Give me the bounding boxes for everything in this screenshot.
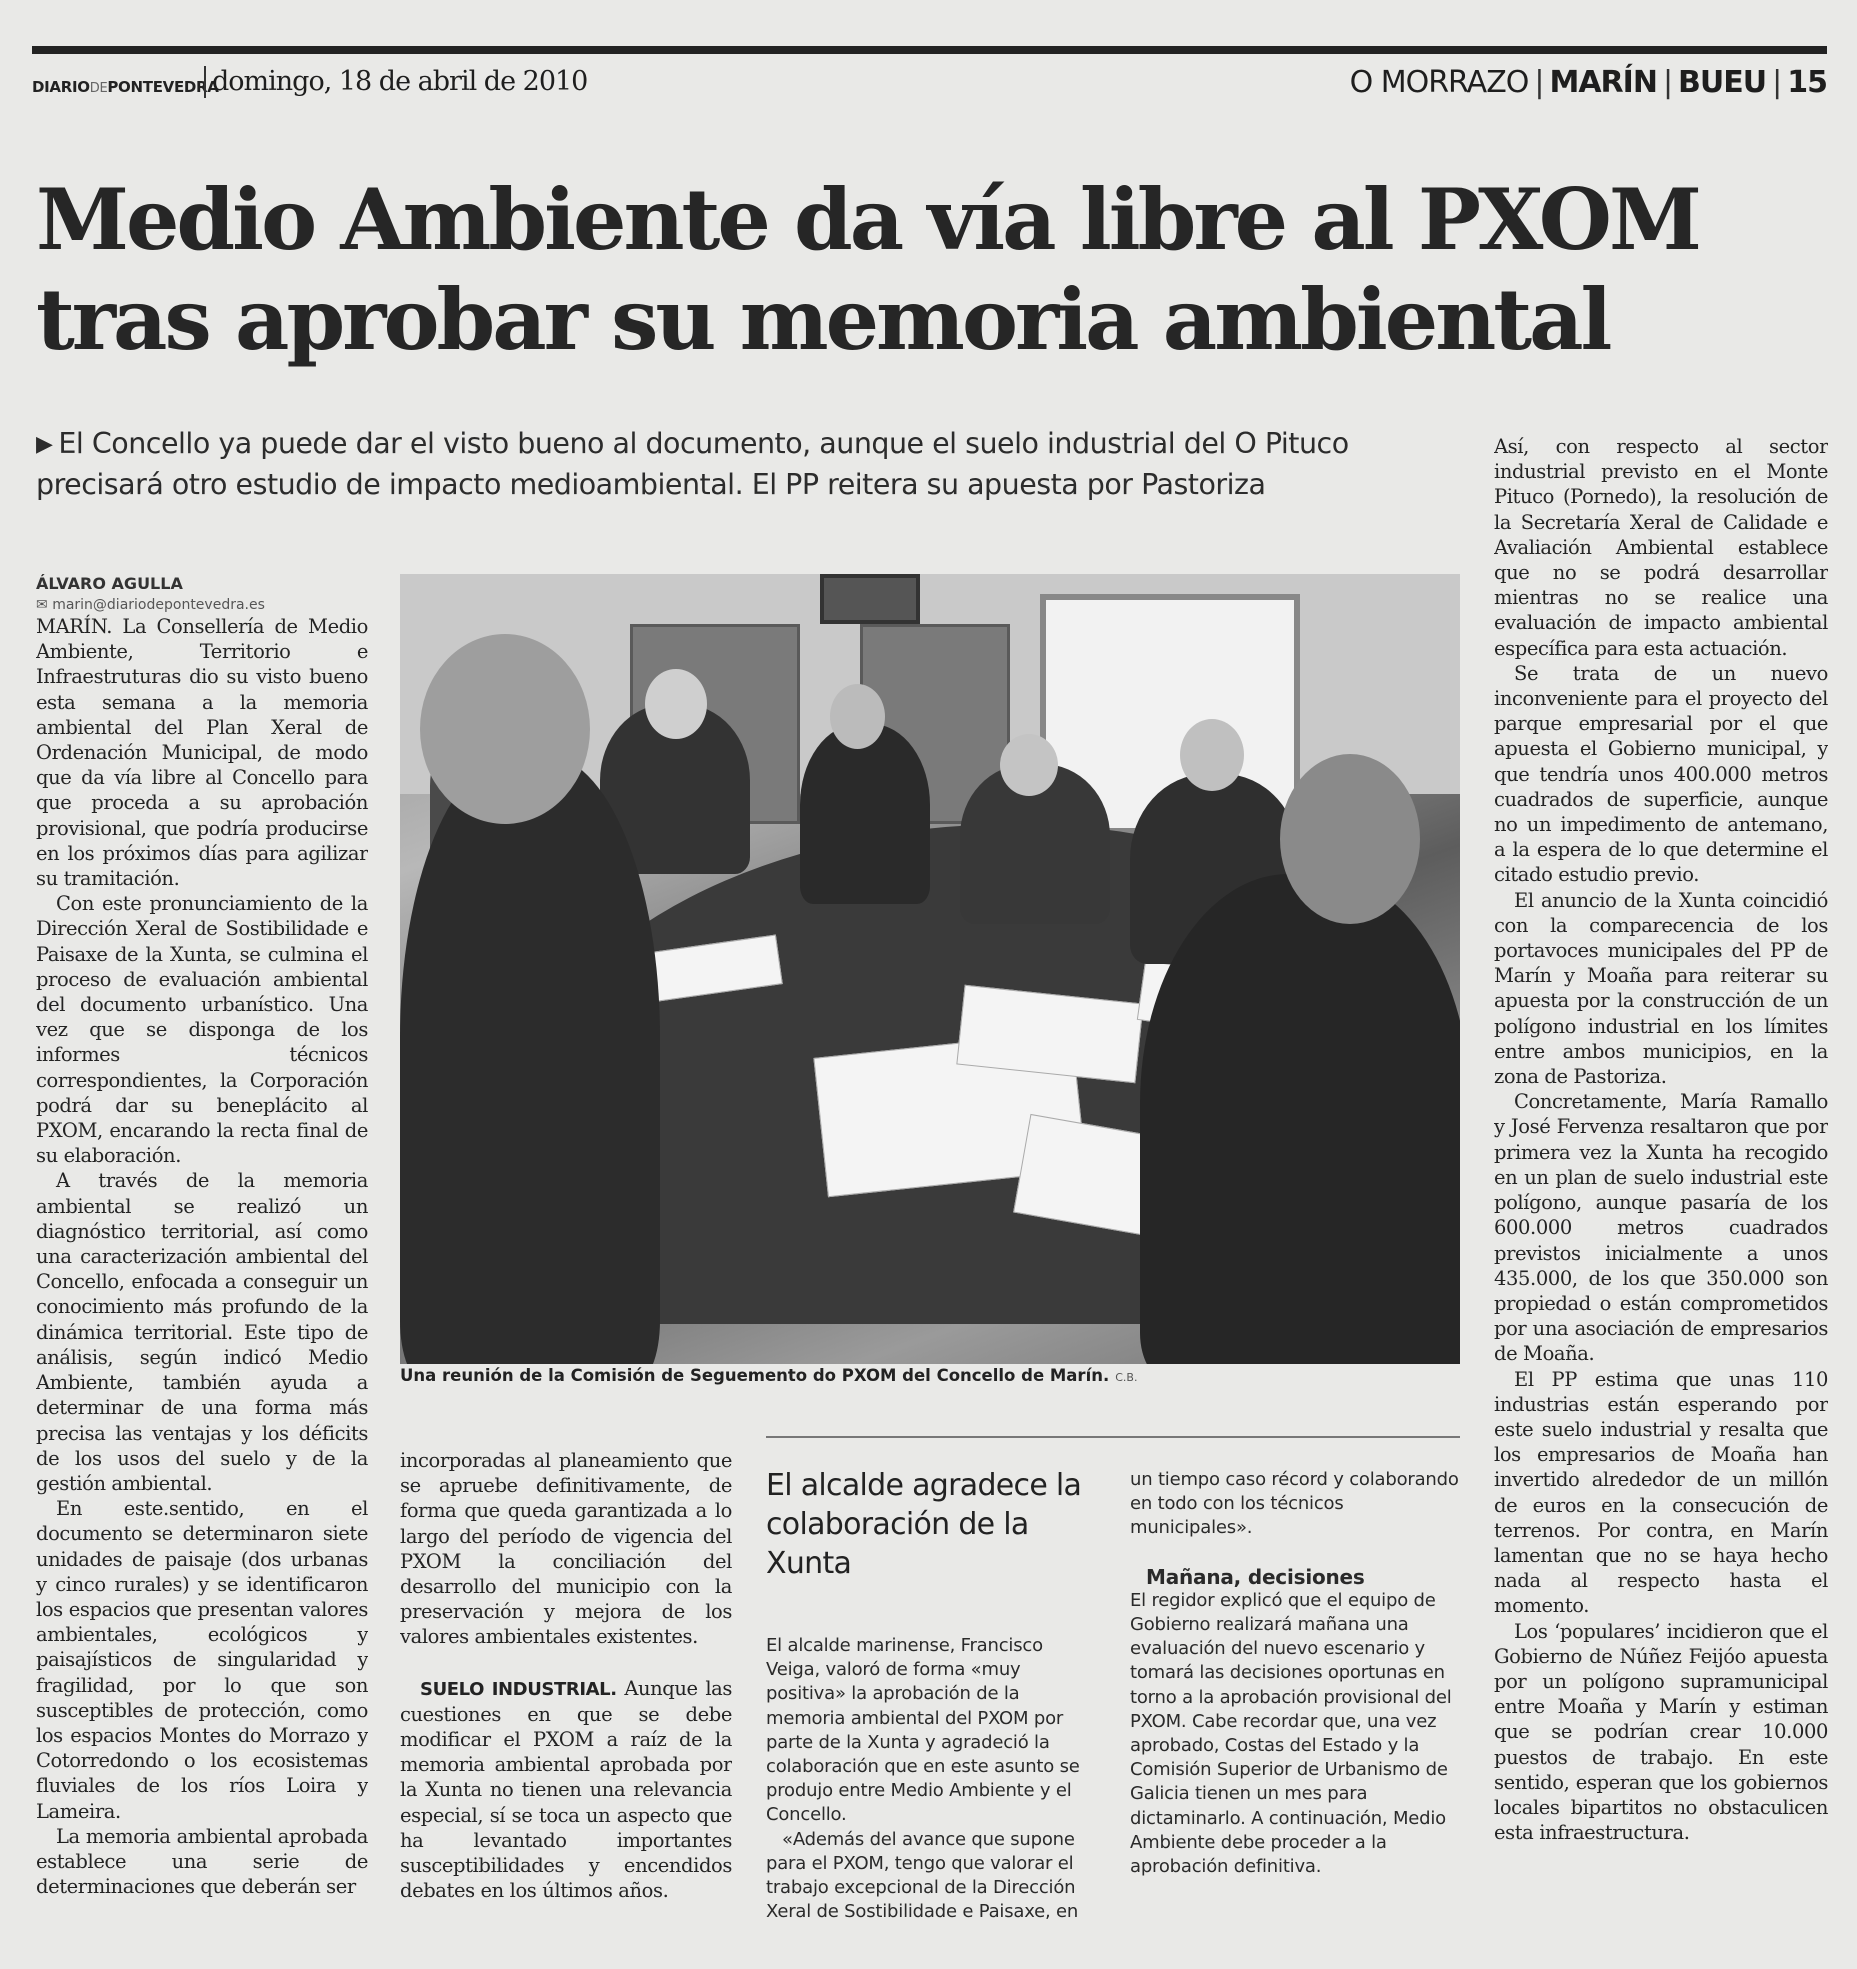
author-name: ÁLVARO AGULLA xyxy=(36,574,183,593)
page-header xyxy=(32,62,1827,106)
meeting-photo xyxy=(400,574,1460,1382)
paragraph: La memoria ambiental aprobada establece una serie de determinaciones que deberán ser xyxy=(36,1824,368,1899)
paragraph: A través de la memoria ambiental se realizó un diagnóstico territorial, así como una caracterización ambiental del Concello, enfocada a conseguir un conocimiento más profundo de la dinámica territorial. Este tipo de análisis, según indicó Medio Ambiente, también ayuda a determinar de una forma más precisa las ventajas y los déficits de los usos del suelo y de la gestión ambiental. xyxy=(36,1169,368,1495)
section-label: O MORRAZO | MARÍN | BUEU | 15 xyxy=(1349,65,1827,100)
mail-icon: ✉ xyxy=(36,597,53,613)
sidebar-subtitle: Mañana, decisiones xyxy=(1146,1564,1365,1589)
paragraph: MARÍN. La Consellería de Medio Ambiente, Territorio e Infraestruturas dio su visto bueno esta semana a la memoria ambiental del Plan Xeral de Ordenación Municipal, de modo que da vía libre al Concello para que proceda a su aprobación provisional, que podría producirse en los próximos días para agilizar su tramitación. xyxy=(36,615,368,891)
sidebar-column-2 xyxy=(1130,1468,1460,1944)
article-column-right xyxy=(1494,434,1828,1944)
paragraph: El anuncio de la Xunta coincidió con la comparecencia de los portavoces municipales del PP de Marín y Moaña para reiterar su apuesta por la construcción de un polígono industrial en los límites entre ambos municipios, en la zona de Pastoriza. xyxy=(1494,888,1828,1089)
sidebar-column-1 xyxy=(766,1634,1082,1944)
section-o-morrazo: O MORRAZO xyxy=(1349,65,1529,100)
publication-date: domingo, 18 de abril de 2010 xyxy=(204,66,587,98)
paragraph: En este.sentido, en el documento se determinaron siete unidades de paisaje (dos urbanas y cinco rurales) y se identificaron los espacios que presentan valores ambientales, ecológicos y paisajísticos de singularidad y fragilidad, por lo que son susceptibles de protección, como los espacios Montes do Morrazo y Cotorredondo o los ecosistemas fluviales de los ríos Loira y Lameira. xyxy=(36,1497,368,1823)
top-rule xyxy=(32,46,1827,54)
paragraph: Se trata de un nuevo inconveniente para el proyecto del parque empresarial por el que apuesta el Gobierno municipal, y que tendría unos 400.000 metros cuadrados de superficie, aunque no un impedimento de antemano, a la espera de lo que determine el citado estudio previo. xyxy=(1494,661,1828,887)
paragraph: El alcalde marinense, Francisco Veiga, valoró de forma «muy positiva» la aprobación de la memoria ambiental del PXOM por parte de la Xunta y agradeció la colaboración que en este asunto se produjo entre Medio Ambiente y el Concello. xyxy=(766,1635,1080,1826)
paragraph: El PP estima que unas 110 industrias están esperando por este suelo industrial y resalta que los empresarios de Moaña han invertido alrededor de un millón de euros en la consecución de terrenos. Por contra, en Marín lamentan que no se haya hecho nada al respecto hasta el momento. xyxy=(1494,1367,1828,1618)
article-column-1 xyxy=(36,614,368,1944)
paragraph: incorporadas al planeamiento que se apruebe definitivamente, de forma que queda garantizada a lo largo del período de vigencia del PXOM la conciliación del desarrollo del municipio con la preservación y mejora de los valores ambientales existentes. xyxy=(400,1449,732,1649)
paragraph: Los ‘populares’ incidieron que el Gobierno de Núñez Feijóo apuesta por un polígono supramunicipal entre Moaña y Marín y estiman que se podrían crear 10.000 puestos de trabajo. En este sentido, esperan que los gobiernos locales bipartitos no obstaculicen esta infraestructura. xyxy=(1494,1619,1828,1845)
newspaper-logo: DIARIODEPONTEVEDRA xyxy=(32,78,219,96)
triangle-bullet-icon: ▶ xyxy=(36,432,53,457)
subheadline: ▶ El Concello ya puede dar el visto bueno al documento, aunque el suelo industrial del O Pituco precisará otro estudio de impacto medioambiental. El PP reitera su apuesta por Pastoriza xyxy=(36,427,1349,501)
paragraph: «Además del avance que supone para el PXOM, tengo que valorar el trabajo excepcional de la Dirección Xeral de Sostibilidade e Paisaxe, en xyxy=(766,1828,1079,1923)
headline: Medio Ambiente da vía libre al PXOM tras aprobar su memoria ambiental xyxy=(36,170,1699,369)
section-kicker: SUELO INDUSTRIAL. xyxy=(420,1678,617,1700)
paragraph: Así, con respecto al sector industrial previsto en el Monte Pituco (Pornedo), la resolución de la Secretaría Xeral de Calidade e Avaliación Ambiental establece que no se podrá desarrollar mientras no se realice una evaluación de impacto ambiental específica para esta actuación. xyxy=(1494,435,1828,660)
section-marin: MARÍN xyxy=(1549,65,1657,100)
photo-caption: Una reunión de la Comisión de Seguemento do PXOM del Concello de Marín. C.B. xyxy=(400,1364,1460,1385)
sidebar-rule xyxy=(766,1436,1460,1438)
paragraph: El regidor explicó que el equipo de Gobierno realizará mañana una evaluación del nuevo escenario y tomará las decisiones oportunas en torno a la aprobación provisional del PXOM. Cabe recordar que, una vez aprobado, Costas del Estado y la Comisión Superior de Urbanismo de Galicia tienen un mes para dictaminarlo. A continuación, Medio Ambiente debe proceder a la aprobación definitiva. xyxy=(1130,1589,1452,1878)
photo-credit: C.B. xyxy=(1115,1371,1138,1384)
paragraph: Con este pronunciamiento de la Dirección Xeral de Sostibilidade e Paisaxe de la Xunta, se culmina el proceso de evaluación ambiental del documento urbanístico. Una vez que se disponga de los informes técnicos correspondientes, la Corporación podrá dar su beneplácito al PXOM, encarando la recta final de su elaboración. xyxy=(36,892,368,1168)
paragraph: un tiempo caso récord y colaborando en todo con los técnicos municipales». xyxy=(1130,1469,1459,1539)
page-number: 15 xyxy=(1787,65,1827,100)
article-column-2 xyxy=(400,1448,732,1944)
section-bueu: BUEU xyxy=(1678,65,1767,100)
byline xyxy=(36,574,376,613)
paragraph: Concretamente, María Ramallo y José Fervenza resaltaron que por primera vez la Xunta ha recogido en un plan de suelo industrial este polígono, aunque pasaría de los 600.000 metros cuadrados previstos inicialmente a unos 435.000, de los que 350.000 son propiedad o están comprometidos por una asociación de empresarios de Moaña. xyxy=(1494,1090,1828,1366)
paragraph: SUELO INDUSTRIAL. Aunque las cuestiones en que se debe modificar el PXOM a raíz de la memoria ambiental aprobada por la Xunta no tienen una relevancia especial, sí se toca un aspecto que ha levantado importantes susceptibilidades y encendidos debates en los últimos años. xyxy=(400,1676,732,1903)
sidebar-title: El alcalde agradece la colaboración de la Xunta xyxy=(766,1468,1082,1581)
author-email: ✉ marin@diariodepontevedra.es xyxy=(36,597,265,613)
